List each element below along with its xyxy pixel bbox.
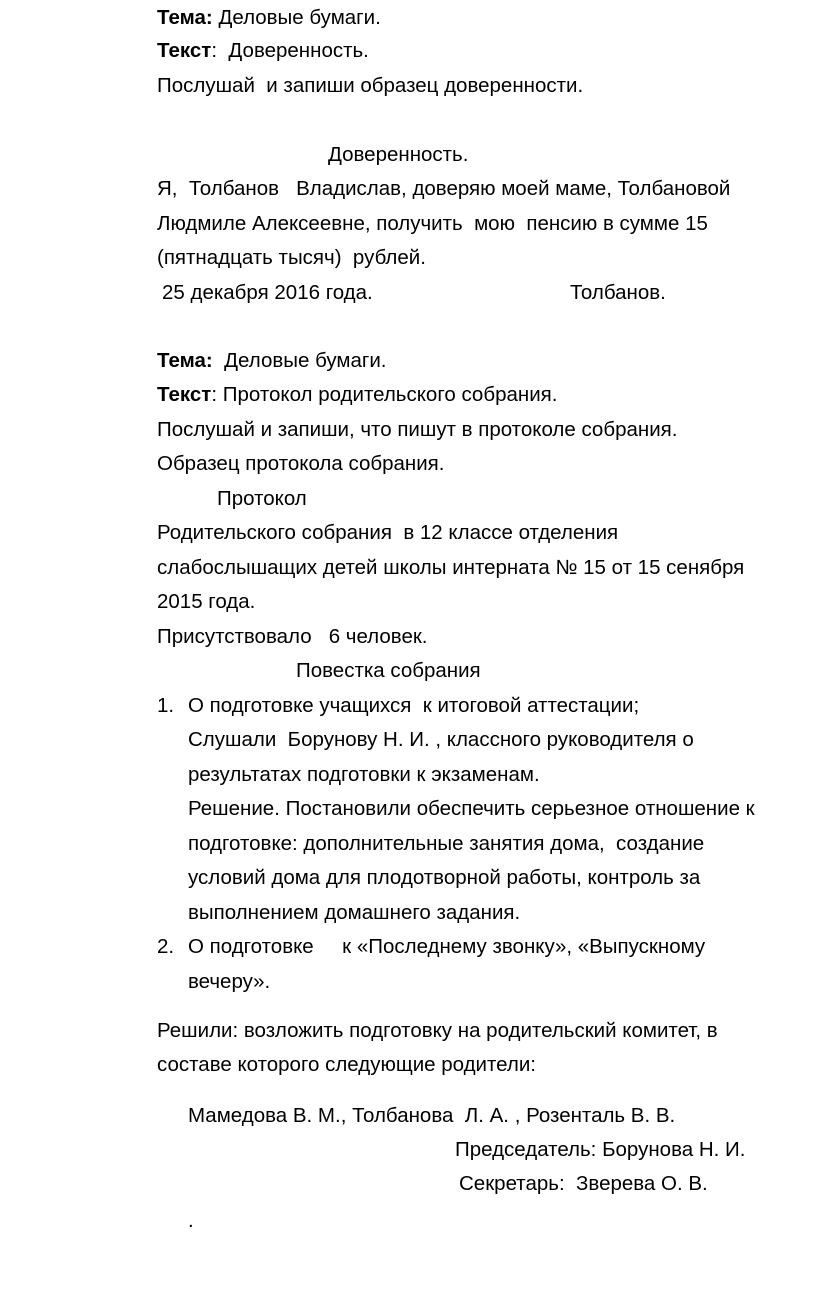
topic-label: Тема:: [157, 6, 213, 29]
instruction-2: Послушай и запиши, что пишут в протоколе собрания.: [157, 418, 678, 441]
agenda-title: Повестка собрания: [296, 659, 481, 682]
list-item-line: подготовке: дополнительные занятия дома, создание: [188, 832, 705, 855]
date-line: 25 декабря 2016 года.: [162, 281, 373, 304]
instruction-1: Послушай и запиши образец доверенности.: [157, 74, 584, 97]
attendance-line: Присутствовало 6 человек.: [157, 625, 428, 648]
signature: Толбанов.: [570, 281, 666, 304]
list-item-line: Решение. Постановили обеспечить серьезное отношение к: [188, 797, 755, 820]
list-item-line: выполнением домашнего задания.: [188, 901, 521, 924]
topic-value: Деловые бумаги.: [212, 349, 387, 372]
topic-value: Деловые бумаги.: [212, 6, 381, 29]
document-title-protocol: Протокол: [217, 487, 307, 510]
secretary-line: Секретарь: Зверева О. В.: [459, 1172, 708, 1195]
list-item-line: результатах подготовки к экзаменам.: [188, 763, 540, 786]
body-line: Людмиле Алексеевне, получить мою пенсию в сумме 15: [157, 212, 708, 235]
text-line-2: [157, 382, 557, 408]
text-label: Текст: [157, 39, 212, 62]
text-value: : Доверенность.: [211, 39, 369, 62]
list-item-line: вечеру».: [188, 970, 271, 993]
text-line-1: [157, 38, 369, 64]
sample-label: Образец протокола собрания.: [157, 452, 445, 475]
topic-line-1: [157, 5, 381, 31]
body-line: Я, Толбанов Владислав, доверяю моей маме, Толбановой: [157, 177, 731, 200]
list-number: 2.: [157, 935, 175, 958]
decision-line: Решили: возложить подготовку на родительский комитет, в: [157, 1019, 718, 1042]
topic-line-2: [157, 348, 387, 374]
intro-line: слабослышащих детей школы интерната № 15 от 15 сенября: [157, 556, 745, 579]
chair-line: Председатель: Борунова Н. И.: [455, 1138, 746, 1161]
list-number: 1.: [157, 694, 175, 717]
list-item-line: условий дома для плодотворной работы, контроль за: [188, 866, 701, 889]
parents-list: Мамедова В. М., Толбанова Л. А. , Розенталь В. В.: [188, 1104, 676, 1127]
list-item-line: О подготовке к «Последнему звонку», «Выпускному: [188, 935, 706, 958]
text-label: Текст: [157, 383, 212, 406]
decision-line: составе которого следующие родители:: [157, 1053, 536, 1076]
text-value: : Протокол родительского собрания.: [211, 383, 558, 406]
trailing-dot: .: [188, 1209, 194, 1232]
intro-line: Родительского собрания в 12 классе отделения: [157, 521, 619, 544]
topic-label: Тема:: [157, 349, 213, 372]
body-line: (пятнадцать тысяч) рублей.: [157, 246, 426, 269]
document-title-power-of-attorney: Доверенность.: [328, 143, 469, 166]
intro-line: 2015 года.: [157, 590, 256, 613]
list-item-line: О подготовке учащихся к итоговой аттестации;: [188, 694, 640, 717]
list-item-line: Слушали Борунову Н. И. , классного руководителя о: [188, 728, 694, 751]
